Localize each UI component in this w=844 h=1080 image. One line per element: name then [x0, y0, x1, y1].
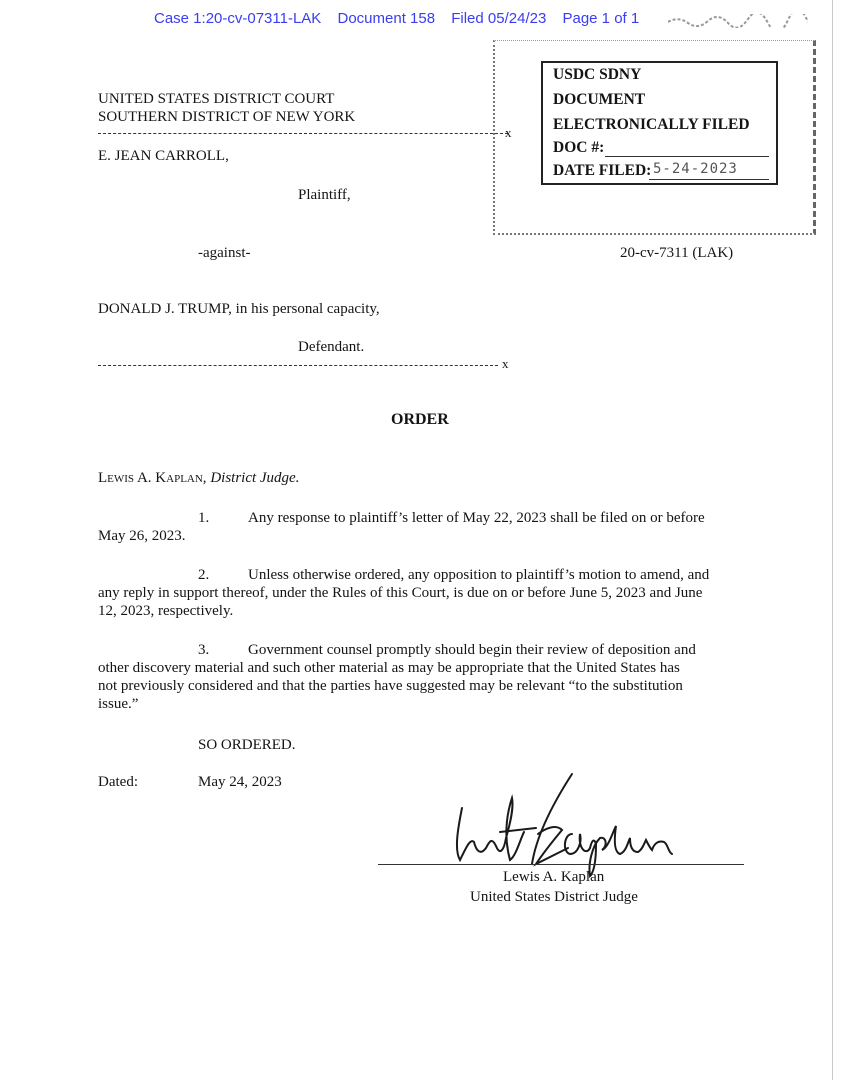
signer-title: United States District Judge — [470, 889, 638, 905]
paragraph-3-number: 3. — [198, 642, 210, 658]
paragraph-1-line: May 26, 2023. — [98, 528, 186, 544]
plaintiff-role: Plaintiff, — [298, 187, 351, 203]
against-label: -against- — [198, 245, 251, 261]
signer-name: Lewis A. Kaplan — [503, 869, 605, 885]
paragraph-2-line: any reply in support thereof, under the Rules of this Court, is due on or before June 5, 2023 and June — [98, 585, 703, 601]
document-number-header: Document 158 — [337, 10, 436, 27]
paragraph-1-number: 1. — [198, 510, 210, 526]
scan-noise — [668, 14, 808, 28]
stamp-doc-number-line — [605, 156, 769, 157]
dated-label: Dated: — [98, 774, 138, 790]
stamp-date-line — [649, 179, 769, 180]
paragraph-3-line: not previously considered and that the parties have suggested may be relevant “to the substitution — [98, 678, 683, 694]
judge-intro-title: District Judge. — [210, 470, 300, 486]
dated-value: May 24, 2023 — [198, 774, 282, 790]
paragraph-1-first-line: Any response to plaintiff’s letter of May 22, 2023 shall be filed on or before — [248, 510, 705, 526]
case-number-header: Case 1:20-cv-07311-LAK — [154, 10, 322, 27]
defendant-role: Defendant. — [298, 339, 365, 355]
handwritten-signature — [440, 768, 700, 878]
page-count-header: Page 1 of 1 — [562, 10, 640, 27]
so-ordered: SO ORDERED. — [198, 737, 296, 753]
filing-stamp — [541, 61, 778, 185]
stamp-line-electronically-filed: ELECTRONICALLY FILED — [553, 116, 750, 133]
paragraph-3-line: issue.” — [98, 696, 139, 712]
defendant-name: DONALD J. TRUMP, in his personal capacity, — [98, 301, 380, 317]
paragraph-2-first-line: Unless otherwise ordered, any opposition to plaintiff’s motion to amend, and — [248, 567, 710, 583]
caption-top-rule — [98, 133, 508, 134]
order-title: ORDER — [391, 411, 449, 428]
paragraph-3-first-line: Government counsel promptly should begin their review of deposition and — [248, 642, 696, 658]
caption-bottom-x: x — [502, 356, 509, 371]
stamp-line-document: DOCUMENT — [553, 91, 646, 108]
stamp-line-date-filed: DATE FILED: — [553, 162, 652, 179]
stamp-handwritten-date: 5-24-2023 — [653, 161, 738, 177]
judge-intro-name: Lewis A. Kaplan, — [98, 470, 207, 486]
filed-date-header: Filed 05/24/23 — [451, 10, 547, 27]
paragraph-3-line: other discovery material and such other material as may be appropriate that the United States has — [98, 660, 680, 676]
stamp-line-doc-number: DOC #: — [553, 139, 605, 156]
paragraph-2-number: 2. — [198, 567, 210, 583]
plaintiff-name: E. JEAN CARROLL, — [98, 148, 229, 164]
case-number: 20-cv-7311 (LAK) — [620, 245, 734, 261]
ecf-header — [154, 10, 651, 27]
stamp-line-court: USDC SDNY — [553, 66, 642, 83]
judge-intro — [98, 469, 299, 487]
paragraph-2-line: 12, 2023, respectively. — [98, 603, 234, 619]
caption-bottom-rule — [98, 365, 498, 366]
court-name-line1: UNITED STATES DISTRICT COURT — [98, 91, 335, 107]
page-edge — [832, 0, 833, 1080]
court-name-line2: SOUTHERN DISTRICT OF NEW YORK — [98, 109, 356, 125]
caption-top-x: x — [505, 125, 512, 140]
signature-line — [378, 864, 744, 865]
